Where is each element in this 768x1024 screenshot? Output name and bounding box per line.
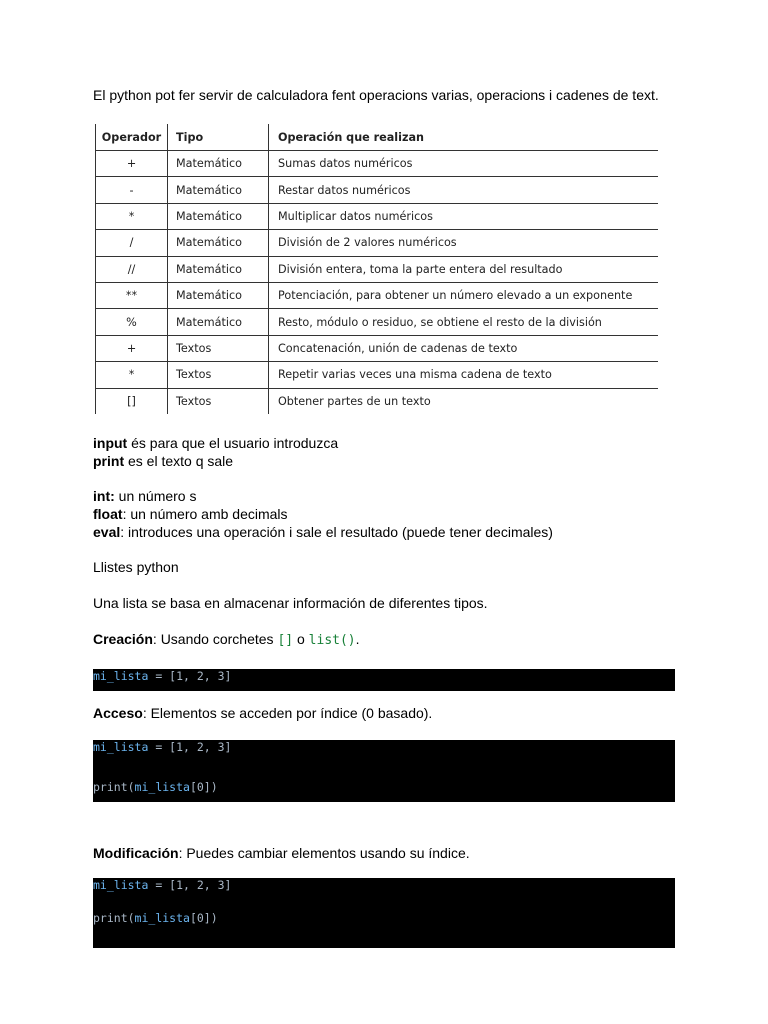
- table-row: [96, 177, 659, 203]
- code-text: = [1, 2, 3]: [148, 669, 232, 683]
- code-line: [93, 911, 218, 925]
- type-cell: Matemático: [168, 282, 269, 308]
- table-row: [96, 282, 659, 308]
- code-text: print(: [93, 911, 135, 925]
- operator-cell: []: [96, 388, 168, 414]
- description-cell: División entera, toma la parte entera del resultado: [269, 256, 659, 282]
- def-text: és para que el usuario introduzca: [127, 435, 339, 451]
- def-term: float: [93, 506, 123, 522]
- operators-table: [95, 124, 658, 414]
- table-row: [96, 388, 659, 414]
- type-cell: Textos: [168, 335, 269, 361]
- description-cell: Concatenación, unión de cadenas de texto: [269, 335, 659, 361]
- operator-cell: **: [96, 282, 168, 308]
- operator-cell: +: [96, 335, 168, 361]
- creation-term: Creación: [93, 631, 153, 647]
- table-row: [96, 335, 659, 361]
- description-cell: División de 2 valores numéricos: [269, 230, 659, 256]
- creation-paragraph: [93, 631, 360, 649]
- code-line: [93, 878, 231, 892]
- type-cell: Matemático: [168, 151, 269, 177]
- access-paragraph: [93, 705, 432, 722]
- code-variable: mi_lista: [134, 780, 190, 794]
- operator-cell: +: [96, 151, 168, 177]
- def-text: un número s: [114, 488, 197, 504]
- table-row: [96, 151, 659, 177]
- code-line: [93, 780, 218, 794]
- def-text: : introduces una operación i sale el resultado (puede tener decimales): [120, 524, 553, 540]
- def-input: [93, 435, 338, 452]
- def-int: [93, 488, 196, 505]
- table-header-row: [96, 124, 659, 151]
- operator-cell: -: [96, 177, 168, 203]
- header-operador: Operador: [96, 124, 168, 151]
- inline-code-brackets: []: [277, 633, 294, 648]
- access-term: Acceso: [93, 705, 143, 721]
- type-cell: Matemático: [168, 203, 269, 229]
- def-float: [93, 506, 288, 523]
- type-cell: Textos: [168, 362, 269, 388]
- code-line: [93, 669, 231, 683]
- description-cell: Multiplicar datos numéricos: [269, 203, 659, 229]
- description-cell: Sumas datos numéricos: [269, 151, 659, 177]
- code-line: [93, 740, 231, 754]
- code-block-access: [93, 740, 675, 802]
- code-variable: mi_lista: [134, 911, 190, 925]
- code-text: [0]): [189, 911, 218, 925]
- intro-paragraph: El python pot fer servir de calculadora fent operacions varias, operacions i cadenes de text.: [93, 87, 659, 103]
- lists-title: Llistes python: [93, 559, 179, 575]
- code-variable: mi_lista: [93, 878, 149, 892]
- code-text: [0]): [189, 780, 218, 794]
- type-cell: Textos: [168, 388, 269, 414]
- def-term: eval: [93, 524, 121, 540]
- header-operacion: Operación que realizan: [269, 124, 659, 151]
- def-term: print: [93, 453, 125, 469]
- code-variable: mi_lista: [93, 740, 149, 754]
- code-text: = [1, 2, 3]: [148, 878, 232, 892]
- def-text: es el texto q sale: [124, 453, 234, 469]
- description-cell: Potenciación, para obtener un número elevado a un exponente: [269, 282, 659, 308]
- def-term: int:: [93, 488, 115, 504]
- code-variable: mi_lista: [93, 669, 149, 683]
- header-tipo: Tipo: [168, 124, 269, 151]
- description-cell: Restar datos numéricos: [269, 177, 659, 203]
- description-cell: Obtener partes de un texto: [278, 394, 431, 408]
- code-block-creation: [93, 669, 675, 691]
- def-eval: [93, 524, 553, 541]
- type-cell: Matemático: [168, 230, 269, 256]
- def-print: [93, 453, 233, 470]
- operator-cell: /: [96, 230, 168, 256]
- code-block-modification: [93, 878, 675, 948]
- operator-cell: //: [96, 256, 168, 282]
- type-cell: Matemático: [168, 309, 269, 335]
- table-row: [96, 230, 659, 256]
- def-text: : un número amb decimals: [122, 506, 288, 522]
- table-row: [96, 256, 659, 282]
- code-text: print(: [93, 780, 135, 794]
- modification-term: Modificación: [93, 845, 179, 861]
- description-cell: Repetir varias veces una misma cadena de texto: [269, 362, 659, 388]
- table-row: [96, 203, 659, 229]
- operator-cell: *: [96, 203, 168, 229]
- creation-text: : Usando corchetes: [152, 631, 278, 647]
- creation-mid: o: [293, 631, 309, 647]
- type-cell: Matemático: [168, 177, 269, 203]
- table-row: [96, 362, 659, 388]
- modification-paragraph: [93, 845, 470, 862]
- def-term: input: [93, 435, 128, 451]
- code-text: = [1, 2, 3]: [148, 740, 232, 754]
- inline-code-list: list(): [308, 633, 356, 648]
- creation-end: .: [355, 631, 360, 647]
- table-row: [96, 309, 659, 335]
- modification-text: : Puedes cambiar elementos usando su índice.: [178, 845, 470, 861]
- lists-description: Una lista se basa en almacenar información de diferentes tipos.: [93, 595, 488, 611]
- type-cell: Matemático: [168, 256, 269, 282]
- description-cell: Resto, módulo o residuo, se obtiene el resto de la división: [269, 309, 659, 335]
- operator-cell: %: [96, 309, 168, 335]
- operator-cell: *: [96, 362, 168, 388]
- access-text: : Elementos se acceden por índice (0 basado).: [142, 705, 433, 721]
